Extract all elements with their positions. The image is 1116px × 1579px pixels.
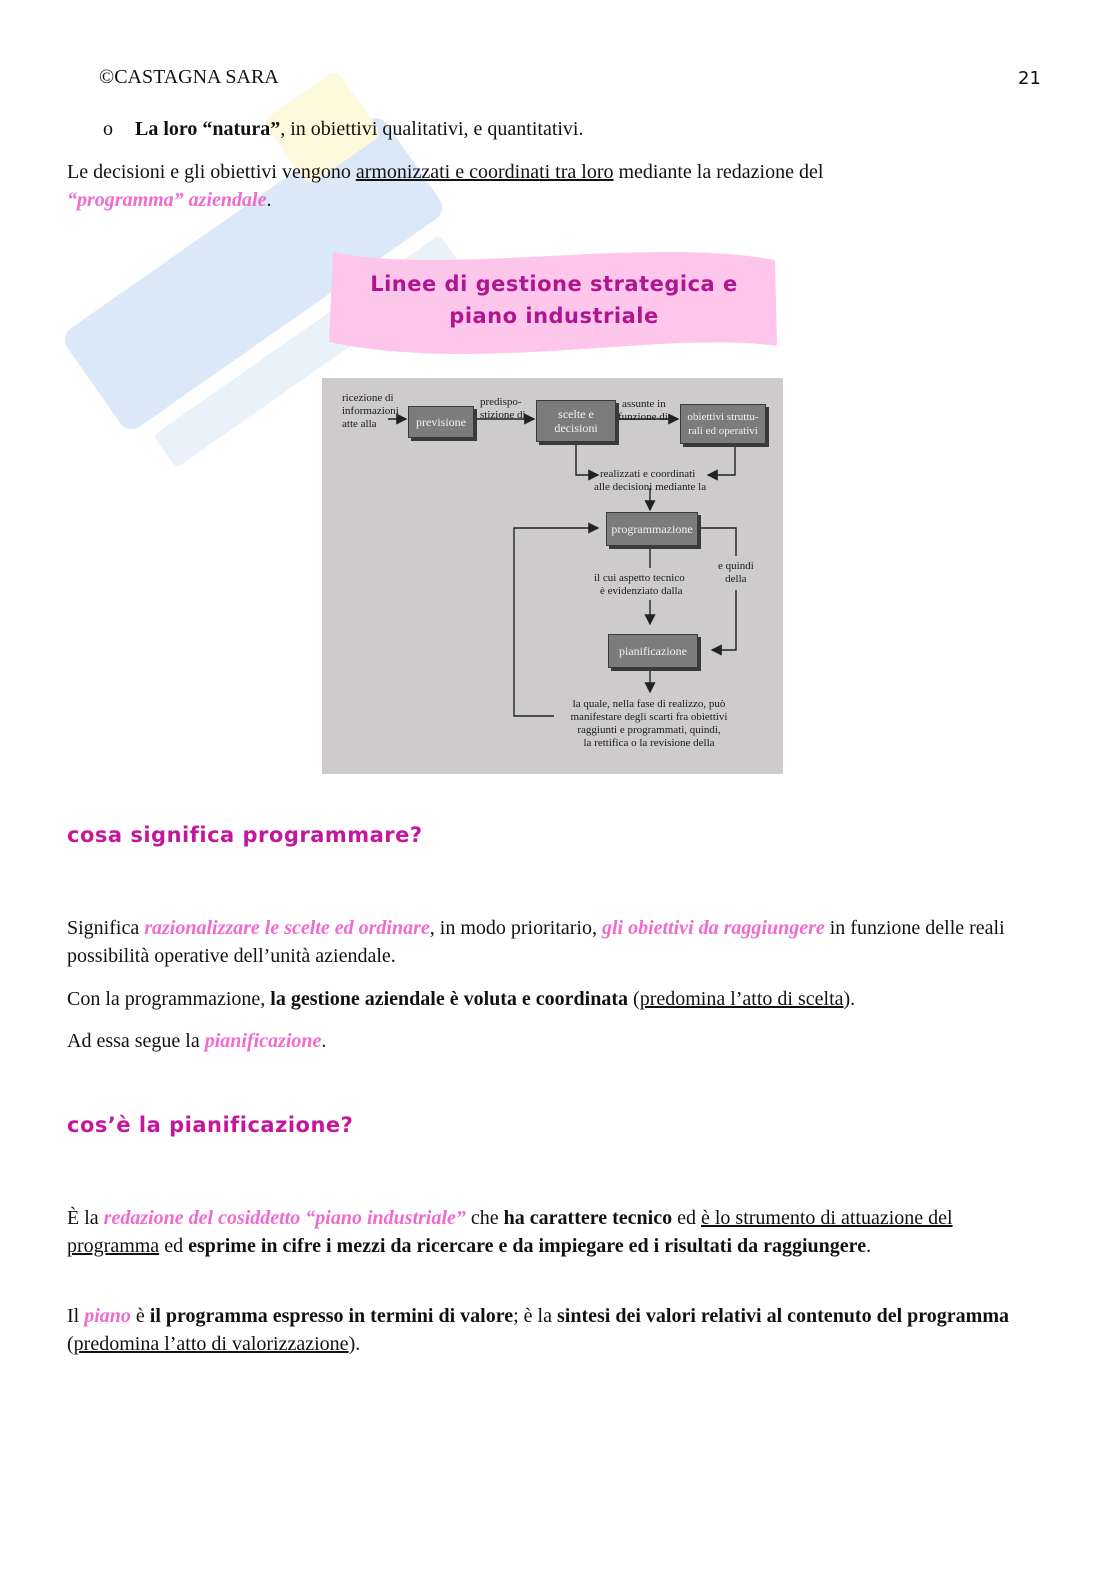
highlight: redazione del cosiddetto “piano industriale” xyxy=(103,1207,466,1229)
label-assunte xyxy=(618,398,668,424)
input-label-line: ricezione di xyxy=(342,392,394,404)
paragraph-programmazione xyxy=(67,985,1047,1013)
highlight: pianificazione xyxy=(204,1030,322,1052)
text: ). xyxy=(843,988,856,1010)
intro-text-1: Le decisioni e gli obiettivi vengono xyxy=(67,161,356,183)
label-line: funzione di xyxy=(618,411,668,423)
label-e-quindi xyxy=(718,560,754,586)
label-line: alle decisioni mediante la xyxy=(594,481,707,493)
bullet-bold: La loro “natura” xyxy=(135,118,281,140)
underlined-text: predomina l’atto di valorizzazione xyxy=(73,1333,349,1355)
label-aspetto-tecnico xyxy=(594,572,685,598)
underlined-text: è lo strumento di attuazione del programma xyxy=(67,1207,953,1257)
box-pianificazione: pianificazione xyxy=(608,634,698,668)
bold-text: ha carattere tecnico xyxy=(503,1207,673,1229)
highlight: gli obiettivi da raggiungere xyxy=(601,917,825,939)
banner-title xyxy=(327,268,781,332)
box-line: scelte e xyxy=(558,407,594,421)
label-line: il cui aspetto tecnico xyxy=(594,572,685,584)
input-label-line: informazioni xyxy=(342,405,399,417)
label-line: della xyxy=(725,573,747,585)
label-line: manifestare degli scarti fra obiettivi xyxy=(570,711,728,723)
section-heading-pianificazione: cos’è la pianificazione? xyxy=(67,1113,354,1137)
text: Significa xyxy=(67,917,145,939)
intro-paragraph xyxy=(67,158,1047,214)
highlight: razionalizzare le scelte ed ordinare xyxy=(144,917,430,939)
bold-text: sintesi dei valori relativi al contenuto del programma xyxy=(556,1305,1009,1327)
label-line: è evidenziato dalla xyxy=(600,585,683,597)
text: È la xyxy=(67,1207,104,1229)
text: in funzione delle reali possibilità operative dell’unità aziendale. xyxy=(67,917,1005,967)
text: , in modo prioritario, xyxy=(429,917,602,939)
box-previsione: previsione xyxy=(408,406,474,438)
text: Con la programmazione, xyxy=(67,988,271,1010)
text: Ad essa segue la xyxy=(67,1030,205,1052)
box-programmazione: programmazione xyxy=(606,512,698,546)
text: Il xyxy=(67,1305,85,1327)
label-predisposizione xyxy=(480,396,526,422)
bullet-rest: , in obiettivi qualitativi, e quantitativi. xyxy=(280,118,584,140)
paragraph-piano xyxy=(67,1302,1047,1358)
box-obiettivi xyxy=(680,404,766,444)
text: che xyxy=(465,1207,504,1229)
diagram-input-label xyxy=(342,392,399,431)
text: ; è la xyxy=(513,1305,557,1327)
text: ed xyxy=(159,1235,189,1257)
highlight: piano xyxy=(84,1305,131,1327)
bullet-item xyxy=(103,118,583,141)
label-line: la rettifica o la revisione della xyxy=(583,737,715,749)
header-author: ©CASTAGNA SARA xyxy=(99,66,279,88)
bold-text: il programma espresso in termini di valore xyxy=(149,1305,514,1327)
text: ). xyxy=(348,1333,361,1355)
text: ( xyxy=(67,1333,74,1355)
section-banner xyxy=(327,246,781,364)
bullet-marker: o xyxy=(103,118,113,140)
page-number: 21 xyxy=(1018,68,1041,89)
text: . xyxy=(321,1030,327,1052)
paragraph-programmare-definition xyxy=(67,914,1047,970)
paragraph-segue-pianificazione xyxy=(67,1027,1047,1055)
banner-line-1: Linee di gestione strategica e xyxy=(370,272,738,296)
box-line: rali ed operativi xyxy=(688,425,758,437)
text: ed xyxy=(672,1207,701,1229)
box-line: obiettivi struttu- xyxy=(687,411,759,423)
label-line: stizione di xyxy=(480,409,526,421)
label-line: e quindi xyxy=(718,560,754,572)
text: è xyxy=(130,1305,150,1327)
bold-text: esprime in cifre i mezzi da ricercare e da impiegare ed i risultati da raggiungere xyxy=(188,1235,867,1257)
underlined-text: predomina l’atto di scelta xyxy=(639,988,844,1010)
label-line: realizzati e coordinati xyxy=(600,468,696,480)
label-realizzati xyxy=(594,468,706,494)
label-line: raggiunti e programmati, quindi, xyxy=(577,724,721,736)
intro-highlight: “programma” aziendale xyxy=(67,189,267,211)
box-scelte-decisioni xyxy=(536,400,616,442)
text: . xyxy=(866,1235,872,1257)
input-label-line: atte alla xyxy=(342,418,377,430)
flowchart-image xyxy=(322,378,783,774)
intro-text-3: . xyxy=(266,189,272,211)
paragraph-pianificazione-definition xyxy=(67,1204,1047,1260)
label-finale xyxy=(556,698,742,750)
label-line: predispo- xyxy=(480,396,522,408)
text: ( xyxy=(628,988,640,1010)
banner-line-2: piano industriale xyxy=(449,304,659,328)
intro-text-2: mediante la redazione del xyxy=(613,161,824,183)
intro-underline: armonizzati e coordinati tra loro xyxy=(355,161,614,183)
bold-text: la gestione aziendale è voluta e coordinata xyxy=(270,988,629,1010)
section-heading-programmare: cosa significa programmare? xyxy=(67,823,423,847)
label-line: assunte in xyxy=(622,398,666,410)
label-line: la quale, nella fase di realizzo, può xyxy=(572,698,726,710)
box-line: decisioni xyxy=(554,421,598,435)
